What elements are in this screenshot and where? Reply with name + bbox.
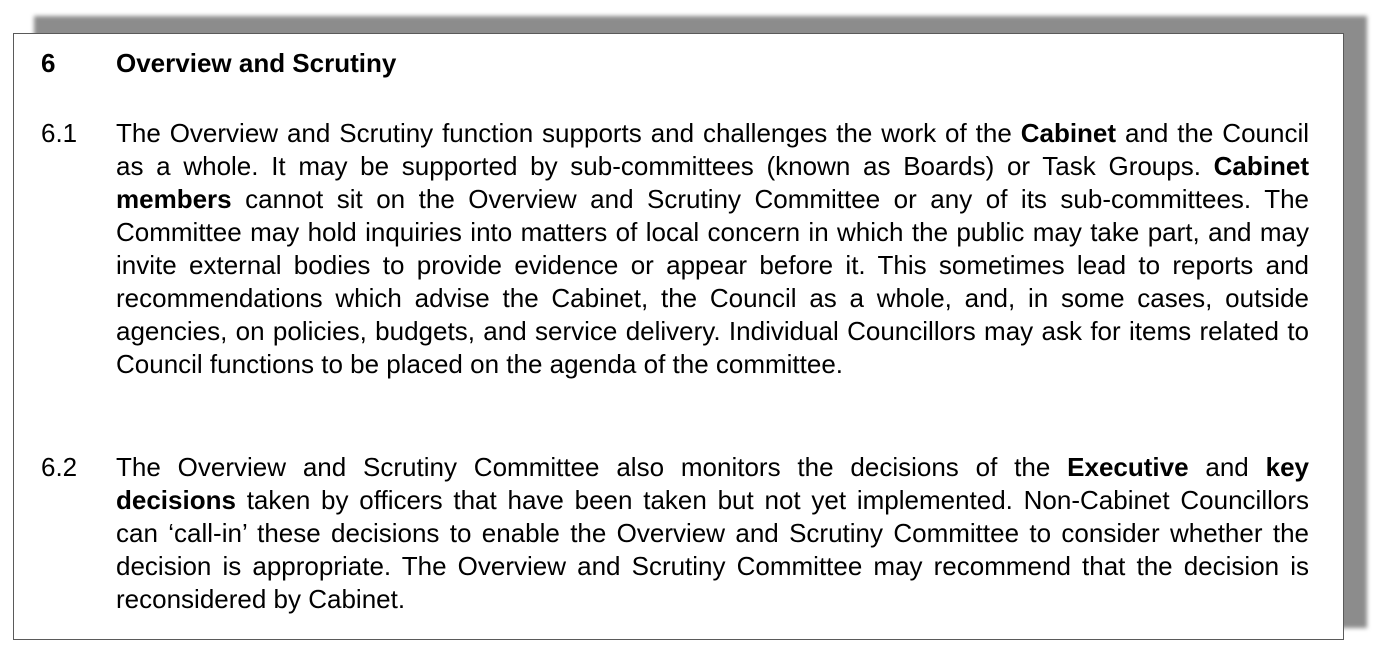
paragraph-number: 6.1	[41, 118, 78, 148]
paragraph-text	[116, 451, 1309, 616]
section-title: Overview and Scrutiny	[116, 48, 397, 78]
text-run: The Overview and Scrutiny function supports and challenges the work of the	[116, 118, 1021, 148]
bold-term-cabinet-members: Cabinet members	[116, 151, 1309, 214]
bold-term-cabinet: Cabinet	[1020, 118, 1117, 148]
paragraph-number: 6.2	[41, 452, 78, 482]
text-run: and the Council as a whole. It may be supported by sub-committees (known as Boards) or Task Groups.	[116, 118, 1310, 181]
text-run: cannot sit on the Overview and Scrutiny Committee or any of its sub-committees. The Committee may hold inquiries into matters of local concern in which the public may take part, and may invite external bodies to provide evidence or appear before it. This sometimes lead to reports and recommendations which advise the Cabinet, the Council as a whole, and, in some cases, outside agencies, on policies, budgets, and service delivery. Individual Councillors may ask for items related to Council functions to be placed on the agenda of the committee.	[116, 184, 1309, 379]
paragraph-6-2	[41, 451, 1309, 616]
bold-term-executive: Executive	[1067, 452, 1189, 482]
section-number: 6	[41, 48, 56, 78]
bold-term-key-decisions: key decisions	[116, 452, 1309, 515]
paragraph-text	[116, 117, 1309, 381]
section-heading	[41, 48, 396, 78]
text-run: The Overview and Scrutiny Committee also monitors the decisions of the	[116, 452, 1068, 482]
paragraph-6-1	[41, 117, 1309, 381]
text-run: taken by officers that have been taken but not yet implemented. Non-Cabinet Councillors can ‘call-in’ these decisions to enable the Overview and Scrutiny Committee to consider whether the decision is appropriate. The Overview and Scrutiny Committee may recommend that the decision is reconsidered by Cabinet.	[116, 485, 1309, 614]
text-run: and	[1188, 452, 1266, 482]
document-page	[13, 33, 1344, 640]
